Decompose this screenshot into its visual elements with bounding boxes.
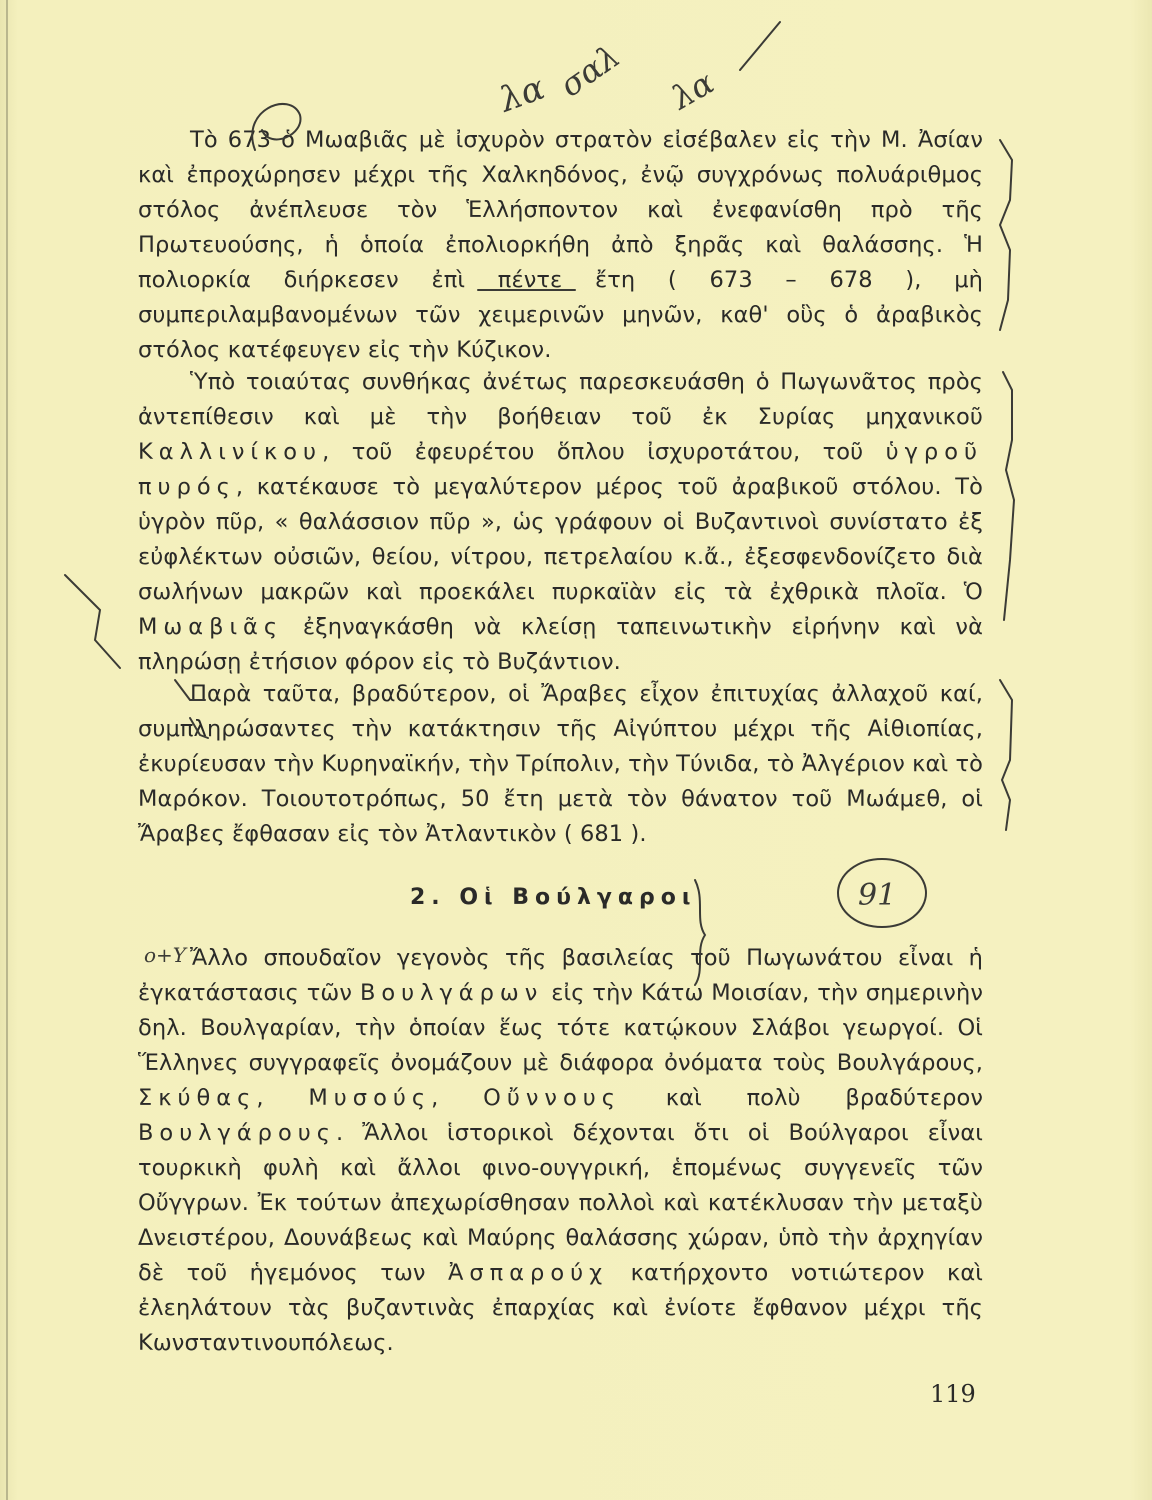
paragraph-arab-conquests	[138, 677, 983, 852]
paragraph-bulgarians	[138, 941, 983, 1361]
handwritten-note: λα	[665, 63, 721, 117]
circle-mark	[838, 859, 926, 927]
text-segment: , κατέκαυσε τὸ μεγαλύτερον μέρος τοῦ ἀραβικοῦ στόλου. Τὸ ὑγρὸν πῦρ, « θαλάσσιον πῦρ », ὡς γράφουν οἱ Βυζαντινοὶ συνίστατο ἐξ εὐφλέκτων οὐσιῶν, θείου, νίτρου, πετρελαίου κ.ἄ., ἐξεσφενδονίζετο διὰ σωλήνων μακρῶν καὶ προεκάλει πυρκαϊὰν εἰς τὰ ἐχθρικὰ πλοῖα. Ὁ	[138, 474, 983, 605]
text-segment: . Ἄλλοι ἱστορικοὶ δέχονται ὅτι οἱ Βούλγαροι εἶναι τουρκικὴ φυλὴ καὶ ἄλλοι φινο-ουγγρική, ἑπομένως συγγενεῖς τῶν Οὔγγρων. Ἐκ τούτων ἀπεχωρίσθησαν πολλοὶ καὶ κατέκλυσαν τὴν μεταξὺ Δνειστέρου, Δουνάβεως καὶ Μαύρης θαλάσσης χώραν, ὑπὸ τὴν ἀρχηγίαν δὲ τοῦ ἡγεμόνος των	[138, 1120, 983, 1286]
margin-bracket	[65, 575, 120, 668]
section-heading: 2. Οἱ Βούλγαροι	[410, 885, 697, 910]
text-segment: καὶ πολὺ βραδύτερον	[620, 1085, 984, 1111]
spaced-name-skythas: Σκύθας	[138, 1085, 257, 1111]
spaced-name-moavias: Μωαβιᾶς	[138, 614, 284, 640]
text-segment: κατήρχοντο νοτιώτερον καὶ ἐλεηλάτουν τὰς βυζαντινὰς ἐπαρχίας καὶ ἐνίοτε ἔφθανον μέχρι τῆς Κωνσταντινουπόλεως.	[138, 1260, 983, 1356]
text-segment: ,	[431, 1085, 484, 1111]
paragraph-text	[138, 677, 983, 852]
text-segment: Ἄλλο σπουδαῖον γεγονὸς τῆς βασιλείας τοῦ Πωγωνάτου εἶναι ἡ ἐγκατάστασις τῶν	[138, 945, 983, 1006]
text-segment: Τὸ 673 ὁ Μωαβιᾶς μὲ ἰσχυρὸν στρατὸν εἰσέβαλεν εἰς τὴν Μ. Ἀσίαν καὶ ἐπροχώρησεν μέχρι τῆς Χαλκηδόνος, ἐνῷ συγχρόνως πολυάριθμος στόλος ἀνέπλευσε τὸν Ἑλλήσποντον καὶ ἐνεφανίσθη πρὸ τῆς Πρωτευούσης, ἡ ὁποία ἐπολιορκήθη ἀπὸ ξηρᾶς καὶ θαλάσσης. Ἡ πολιορκία διήρκεσεν ἐπὶ πέντε ἔτη ( 673 – 678 ), μὴ συμπεριλαμβανομένων τῶν χειμερινῶν μηνῶν, καθ' οὓς ὁ ἀραβικὸς στόλος κατέφευγεν εἰς τὴν Κύζικον.	[138, 127, 983, 363]
paragraph-text	[138, 123, 983, 368]
handwritten-note: λα	[494, 67, 550, 121]
paragraph-siege-of-constantinople	[138, 123, 983, 368]
text-segment: ἐξηναγκάσθη νὰ κλείσῃ ταπεινωτικὴν εἰρήνην καὶ νὰ πληρώσῃ ἐτήσιον φόρον εἰς τὸ Βυζάντιον.	[138, 614, 983, 675]
text-segment: , τοῦ ἐφευρέτου ὅπλου ἰσχυροτάτου, τοῦ	[322, 439, 886, 465]
paragraph-greek-fire	[138, 365, 983, 680]
binding-edge	[6, 0, 8, 1500]
spaced-name-voulgaron: Βουλγάρων	[359, 980, 544, 1006]
pencil-stroke	[740, 22, 780, 70]
paragraph-text	[138, 365, 983, 680]
text-segment: εἰς τὴν Κάτω Μοισίαν, τὴν σημερινὴν δηλ. Βουλγαρίαν, τὴν ὁποίαν ἕως τότε κατῴκουν Σλάβοι γεωργοί. Οἱ Ἕλληνες συγγραφεῖς ὀνομάζουν μὲ διάφορα ὀνόματα τοὺς Βουλγάρους,	[138, 980, 984, 1076]
margin-bracket	[1003, 372, 1014, 620]
paragraph-text	[138, 941, 983, 1361]
text-segment: ,	[256, 1085, 309, 1111]
spaced-name-asparouch: Ἀσπαρούχ	[448, 1260, 609, 1286]
spaced-name-ounnous: Οὔννους	[483, 1085, 621, 1111]
handwritten-note: σαλ	[552, 36, 627, 105]
margin-bracket	[1000, 680, 1012, 830]
spaced-name-mysous: Μυσούς	[308, 1085, 432, 1111]
page-number: 119	[930, 1380, 976, 1408]
text-segment: Ὑπὸ τοιαύτας συνθήκας ἀνέτως παρεσκευάσθη ὁ Πωγωνᾶτος πρὸς ἀντεπίθεσιν καὶ μὲ τὴν βοήθειαν τοῦ ἐκ Συρίας μηχανικοῦ	[138, 369, 983, 430]
circled-number: 91	[858, 878, 897, 913]
margin-bracket	[1000, 140, 1012, 330]
margin-note: ο+Υ	[144, 943, 187, 967]
spaced-name-voulgarous: Βουλγάρους	[138, 1120, 336, 1146]
text-segment: Παρὰ ταῦτα, βραδύτερον, οἱ Ἄραβες εἶχον ἐπιτυχίας ἀλλαχοῦ καί, συμπληρώσαντες τὴν κατάκτησιν τῆς Αἰγύπτου μέχρι τῆς Αἰθιοπίας, ἐκυρίευσαν τὴν Κυρηναϊκήν, τὴν Τρίπολιν, τὴν Τύνιδα, τὸ Ἀλγέριον καὶ τὸ Μαρόκον. Τοιουτοτρόπως, 50 ἔτη μετὰ τὸν θάνατον τοῦ Μωάμεθ, οἱ Ἄραβες ἔφθασαν εἰς τὸν Ἀτλαντικὸν ( 681 ).	[138, 681, 983, 847]
spaced-name-kallinikos: Καλλινίκου	[138, 439, 323, 465]
spaced-term-greek-fire: ὑγροῦ πυρός	[138, 439, 983, 500]
